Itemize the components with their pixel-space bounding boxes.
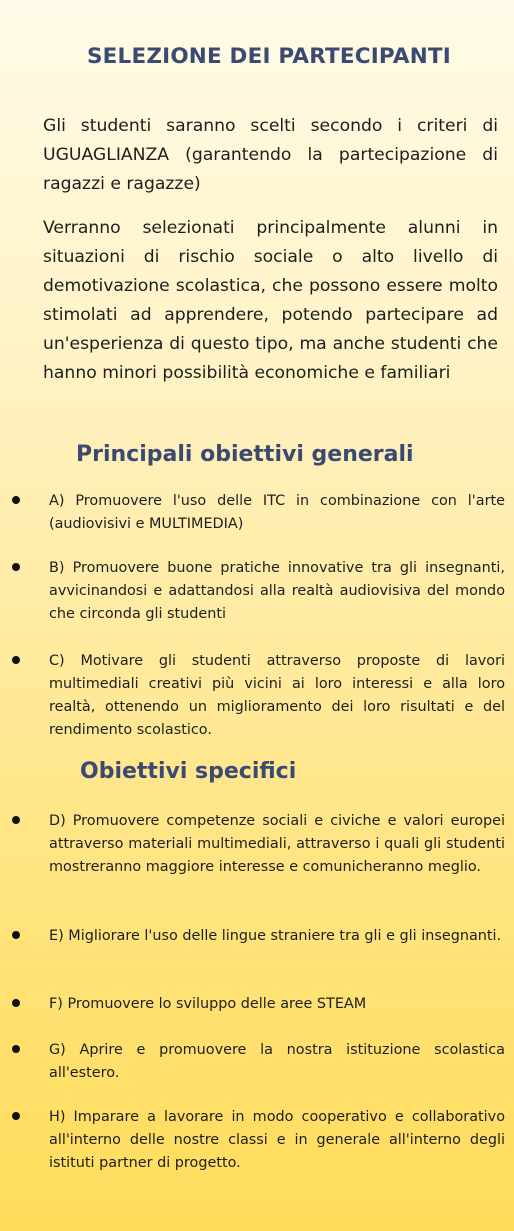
objective-g-text: G) Aprire e promuovere la nostra istituzione scolastica all'estero. xyxy=(49,1042,505,1081)
bullet-icon xyxy=(12,816,20,824)
objective-f-text: F) Promuovere lo sviluppo delle aree STEAM xyxy=(49,996,367,1012)
bullet-icon xyxy=(12,999,20,1007)
selection-target-paragraph: Verranno selezionati principalmente alunni in situazioni di rischio sociale o alto livello di demotivazione scolastica, che possono essere molto stimolati ad apprendere, potendo partecipare ad un'esperienza di questo tipo, ma anche studenti che hanno minori possibilità economiche e familiari xyxy=(43,218,498,383)
objective-c-text: C) Motivare gli studenti attraverso proposte di lavori multimediali creativi più vicini ai loro interessi e alla loro realtà, ottenendo un miglioramento dei loro risultati e del rendimento scolastico. xyxy=(49,653,505,738)
bullet-icon xyxy=(12,1112,20,1120)
page-title: SELEZIONE DEI PARTECIPANTI xyxy=(86,44,452,69)
selection-criteria-paragraph: Gli studenti saranno scelti secondo i criteri di UGUAGLIANZA (garantendo la partecipazione di ragazzi e ragazze) xyxy=(43,116,498,194)
bullet-icon xyxy=(12,563,20,571)
specific-objectives-heading: Obiettivi specifici xyxy=(80,759,297,784)
bullet-icon xyxy=(12,1045,20,1053)
bullet-icon xyxy=(12,496,20,504)
objective-a-text: A) Promuovere l'uso delle ITC in combinazione con l'arte (audiovisivi e MULTIMEDIA) xyxy=(49,493,505,532)
bullet-icon xyxy=(12,656,20,664)
bullet-icon xyxy=(12,931,20,939)
objective-d-text: D) Promuovere competenze sociali e civiche e valori europei attraverso materiali multimediali, attraverso i quali gli studenti mostreranno maggiore interesse e comunicheranno meglio. xyxy=(49,813,505,875)
objective-e-text: E) Migliorare l'uso delle lingue straniere tra gli e gli insegnanti. xyxy=(49,928,502,944)
objective-b-text: B) Promuovere buone pratiche innovative tra gli insegnanti, avvicinandosi e adattandosi alla realtà audiovisiva del mondo che circonda gli studenti xyxy=(49,560,505,622)
general-objectives-heading: Principali obiettivi generali xyxy=(76,442,414,467)
objective-h-text: H) Imparare a lavorare in modo cooperativo e collaborativo all'interno delle nostre classi e in generale all'interno degli istituti partner di progetto. xyxy=(49,1109,505,1171)
